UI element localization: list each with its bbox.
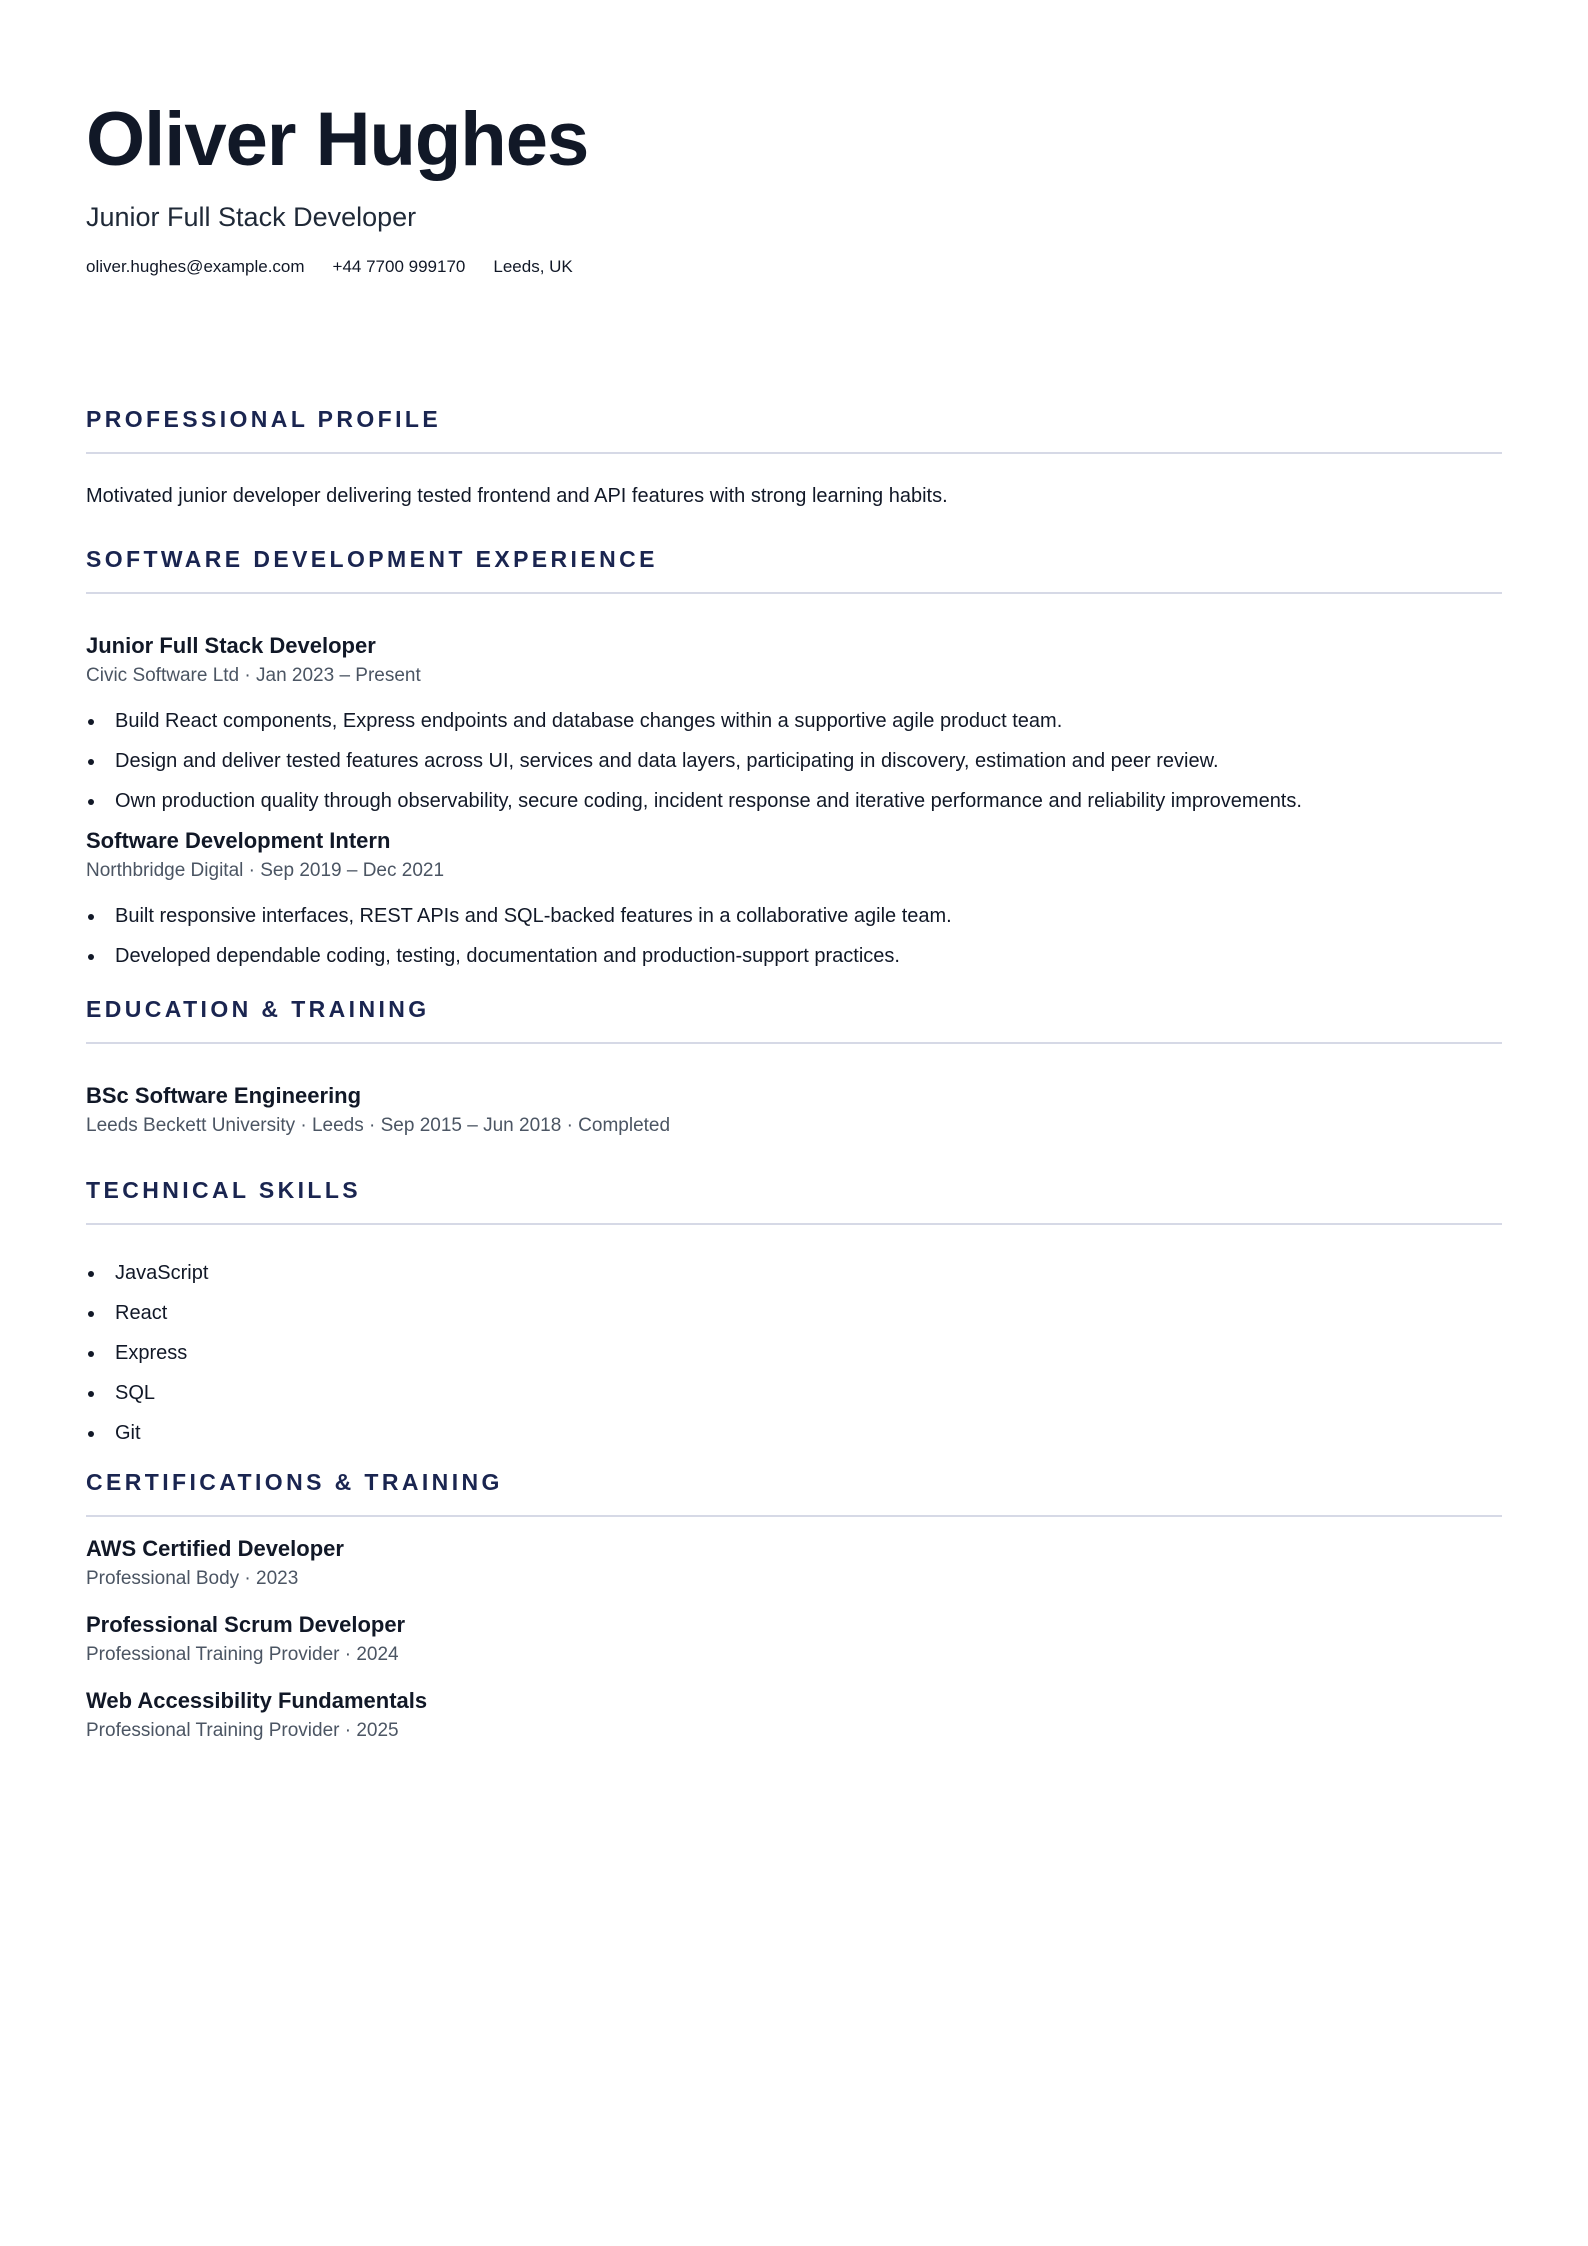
experience-entry [86, 632, 1502, 815]
experience-entry [86, 827, 1502, 970]
list-item: Developed dependable coding, testing, documentation and production-support practices. [86, 942, 1502, 970]
job-meta: Civic Software Ltd · Jan 2023 – Present [86, 665, 421, 686]
section-title-certifications: CERTIFICATIONS & TRAINING [86, 1469, 503, 1495]
skill-item: JavaScript [86, 1259, 1502, 1287]
section-divider [86, 1042, 1502, 1044]
list-item: Own production quality through observability, secure coding, incident response and iterative performance and reliability improvements. [86, 787, 1502, 815]
candidate-name: Oliver Hughes [86, 97, 589, 182]
profile-summary: Motivated junior developer delivering tested frontend and API features with strong learning habits. [86, 485, 948, 507]
certification-meta: Professional Training Provider · 2025 [86, 1720, 399, 1741]
education-entry [86, 1082, 1502, 1139]
contact-email[interactable]: oliver.hughes@example.com [86, 257, 305, 276]
certification-name: Professional Scrum Developer [86, 1612, 406, 1637]
certification-meta: Professional Body · 2023 [86, 1568, 299, 1589]
certification-entry [86, 1611, 1502, 1668]
job-meta: Northbridge Digital · Sep 2019 – Dec 2021 [86, 860, 445, 881]
section-divider [86, 452, 1502, 454]
certification-entry [86, 1687, 1502, 1744]
list-item: Design and deliver tested features across UI, services and data layers, participating in discovery, estimation and peer review. [86, 747, 1502, 775]
skills-list [86, 1259, 1502, 1447]
resume-header [86, 0, 1502, 278]
education-section [86, 994, 1502, 1139]
list-item: Build React components, Express endpoints and database changes within a supportive agile product team. [86, 707, 1502, 735]
job-title: Software Development Intern [86, 828, 391, 853]
certification-name: AWS Certified Developer [86, 1536, 344, 1561]
section-divider [86, 1515, 1502, 1517]
profile-section [86, 404, 1502, 510]
section-title-skills: TECHNICAL SKILLS [86, 1177, 362, 1203]
section-title-experience: SOFTWARE DEVELOPMENT EXPERIENCE [86, 546, 658, 572]
contact-location: Leeds, UK [493, 257, 573, 276]
candidate-role: Junior Full Stack Developer [86, 202, 417, 232]
skill-item: Git [86, 1419, 1502, 1447]
section-title-profile: PROFESSIONAL PROFILE [86, 406, 442, 432]
contact-phone[interactable]: +44 7700 999170 [332, 257, 466, 276]
certification-meta: Professional Training Provider · 2024 [86, 1644, 399, 1665]
section-divider [86, 1223, 1502, 1225]
section-title-education: EDUCATION & TRAINING [86, 996, 430, 1022]
certification-name: Web Accessibility Fundamentals [86, 1688, 428, 1713]
skill-item: SQL [86, 1379, 1502, 1407]
skill-item: React [86, 1299, 1502, 1327]
skills-section [86, 1175, 1502, 1447]
job-bullets [86, 902, 1502, 970]
skill-item: Express [86, 1339, 1502, 1367]
degree-title: BSc Software Engineering [86, 1083, 362, 1108]
certifications-section [86, 1467, 1502, 1744]
certification-entry [86, 1535, 1502, 1592]
degree-meta: Leeds Beckett University · Leeds · Sep 2015 – Jun 2018 · Completed [86, 1115, 671, 1136]
contact-info [86, 256, 1502, 278]
list-item: Built responsive interfaces, REST APIs and SQL-backed features in a collaborative agile team. [86, 902, 1502, 930]
section-divider [86, 592, 1502, 594]
job-title: Junior Full Stack Developer [86, 633, 376, 658]
experience-section [86, 544, 1502, 970]
job-bullets [86, 707, 1502, 815]
